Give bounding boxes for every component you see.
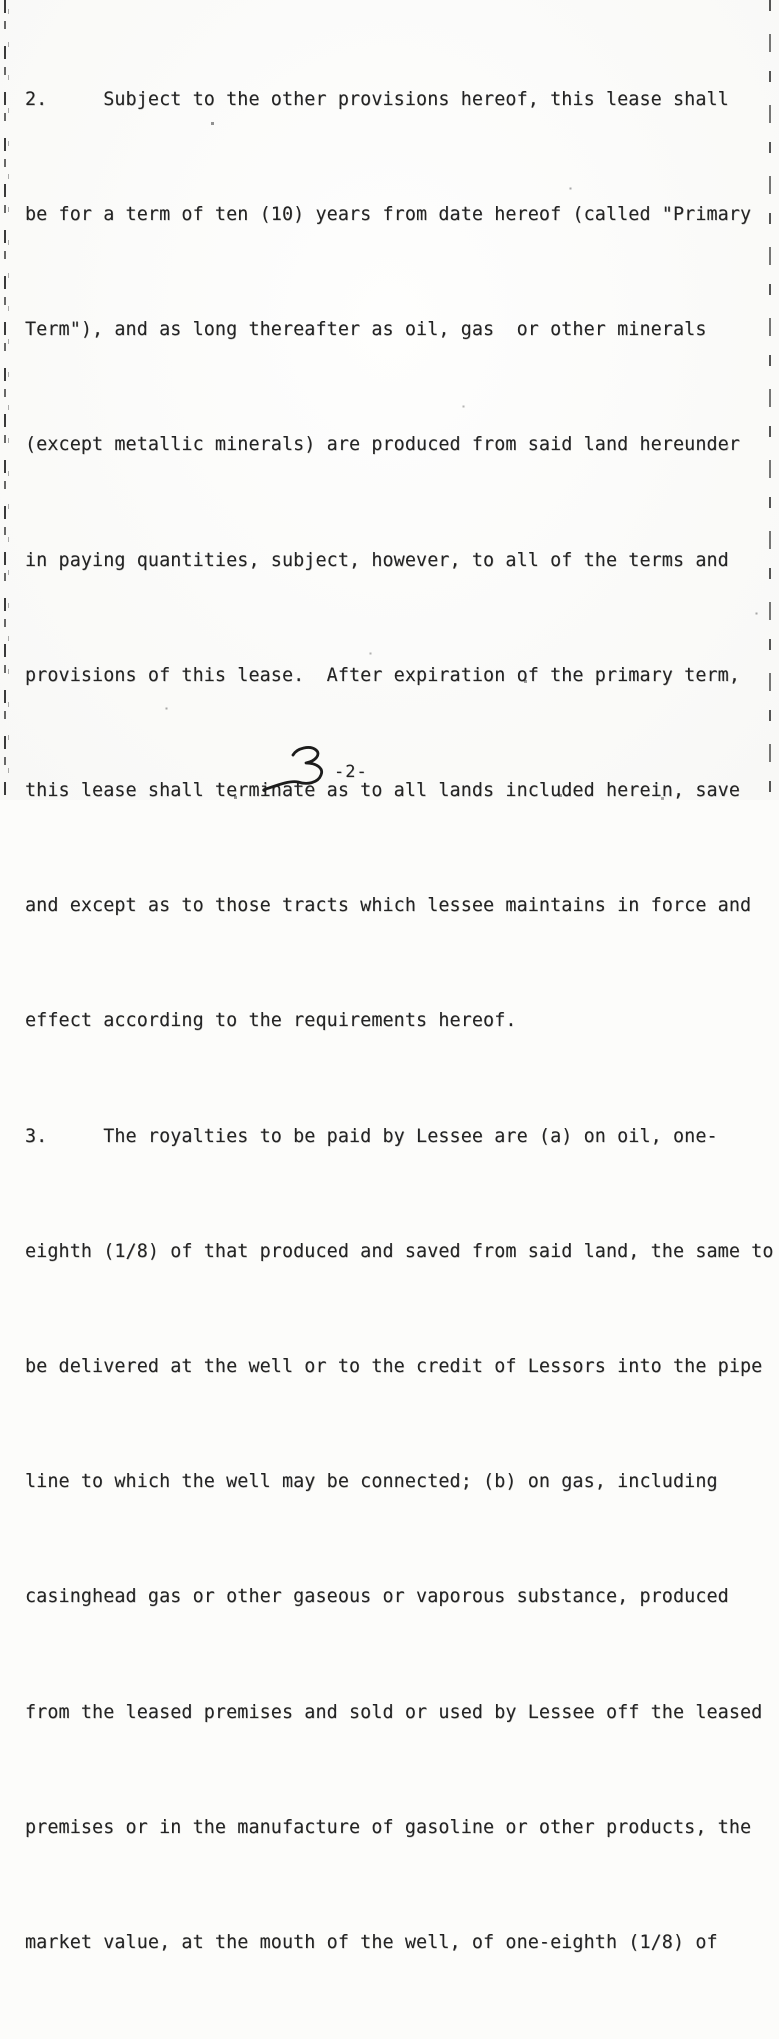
text-line: be delivered at the well or to the credit of Lessors into the pipe bbox=[25, 1356, 763, 1378]
text-line: market value, at the mouth of the well, of one-eighth (1/8) of bbox=[25, 1932, 718, 1954]
text-line: and except as to those tracts which lessee maintains in force and bbox=[25, 895, 752, 917]
lease-text-block bbox=[25, 4, 774, 2039]
text-line: be for a term of ten (10) years from date hereof (called "Primary bbox=[25, 204, 752, 226]
left-scan-edge-artifact-2 bbox=[8, 0, 9, 800]
text-line: this lease shall terminate as to all lands included herein, save bbox=[25, 780, 741, 802]
text-line: line to which the well may be connected; (b) on gas, including bbox=[25, 1471, 718, 1493]
text-line: effect according to the requirements hereof. bbox=[25, 1010, 517, 1032]
text-line: Term"), and as long thereafter as oil, gas or other minerals bbox=[25, 319, 707, 341]
text-line: casinghead gas or other gaseous or vaporous substance, produced bbox=[25, 1586, 729, 1608]
text-line: premises or in the manufacture of gasoline or other products, the bbox=[25, 1816, 752, 1838]
page-footer bbox=[0, 738, 779, 800]
handwritten-numeral-3 bbox=[263, 744, 329, 792]
text-line: in paying quantities, subject, however, to all of the terms and bbox=[25, 549, 729, 571]
left-scan-edge-artifact bbox=[4, 0, 6, 800]
right-scan-edge-artifact bbox=[769, 0, 771, 800]
text-line: (except metallic minerals) are produced from said land hereunder bbox=[25, 434, 741, 456]
text-line: 3. The royalties to be paid by Lessee are (a) on oil, one- bbox=[25, 1125, 718, 1147]
scan-noise-specks bbox=[0, 0, 1, 1]
page-number: -2- bbox=[334, 762, 368, 782]
text-line: 2. Subject to the other provisions hereof, this lease shall bbox=[25, 88, 729, 110]
text-line: provisions of this lease. After expiration of the primary term, bbox=[25, 664, 741, 686]
text-line: eighth (1/8) of that produced and saved from said land, the same to bbox=[25, 1240, 774, 1262]
text-line: from the leased premises and sold or used by Lessee off the leased bbox=[25, 1701, 763, 1723]
